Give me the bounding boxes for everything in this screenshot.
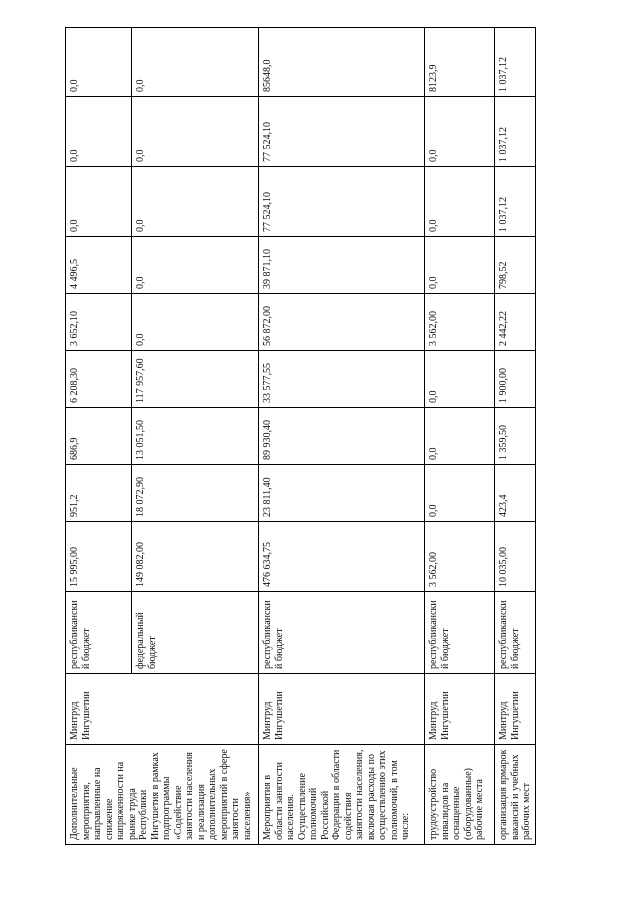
year-value-cell: 0,0 <box>132 28 259 97</box>
year-value-cell: 1 900,00 <box>495 351 536 408</box>
year-value-cell: 1 359,50 <box>495 408 536 465</box>
year-value-cell: 13 051,50 <box>132 408 259 465</box>
total-cell: 15 995,00 <box>66 522 132 592</box>
year-value-cell: 0,0 <box>132 97 259 167</box>
source-cell: республиканский бюджет <box>259 592 425 674</box>
table-row <box>259 28 425 845</box>
year-value-cell: 0,0 <box>425 237 495 294</box>
year-value-cell: 798,52 <box>495 237 536 294</box>
executor-cell: Минтруд Ингушетии <box>66 674 259 745</box>
year-value-cell: 0,0 <box>66 28 132 97</box>
measure-name-cell: Дополнительные мероприятия, направленные на снижение напряженности на рынке труда Республики Ингушетия в рамках подпрограммы «Содействие занятости населения и реализация дополнительных мероприятий в сфере занятости населения» <box>66 745 259 845</box>
year-value-cell: 77 524,10 <box>259 97 425 167</box>
year-value-cell: 18 072,90 <box>132 465 259 522</box>
source-cell: республиканский бюджет <box>425 592 495 674</box>
executor-cell: Минтруд Ингушетии <box>425 674 495 745</box>
table-row <box>495 28 536 845</box>
year-value-cell: 951,2 <box>66 465 132 522</box>
total-cell: 10 035,00 <box>495 522 536 592</box>
year-value-cell: 0,0 <box>66 167 132 237</box>
year-value-cell: 56 872,00 <box>259 294 425 351</box>
table-row <box>425 28 495 845</box>
year-value-cell: 2 442,22 <box>495 294 536 351</box>
executor-cell: Минтруд Ингушетии <box>495 674 536 745</box>
year-value-cell: 1 037,12 <box>495 167 536 237</box>
year-value-cell: 3 652,10 <box>66 294 132 351</box>
measure-name-cell: организация ярмарок вакансий и учебных рабочих мест <box>495 745 536 845</box>
year-value-cell: 0,0 <box>425 167 495 237</box>
year-value-cell: 0,0 <box>425 465 495 522</box>
source-cell: республиканский бюджет <box>66 592 132 674</box>
year-value-cell: 3 562,00 <box>425 294 495 351</box>
total-cell: 476 634,75 <box>259 522 425 592</box>
total-cell: 3 562,00 <box>425 522 495 592</box>
year-value-cell: 39 871,10 <box>259 237 425 294</box>
executor-cell: Минтруд Ингушетии <box>259 674 425 745</box>
year-value-cell: 0,0 <box>132 294 259 351</box>
year-value-cell: 1 037,12 <box>495 28 536 97</box>
total-cell: 149 082,00 <box>132 522 259 592</box>
year-value-cell: 117 957,60 <box>132 351 259 408</box>
year-value-cell: 0,0 <box>66 97 132 167</box>
rotated-table-wrapper <box>65 28 530 845</box>
year-value-cell: 0,0 <box>132 167 259 237</box>
year-value-cell: 4 496,5 <box>66 237 132 294</box>
year-value-cell: 0,0 <box>425 97 495 167</box>
year-value-cell: 0,0 <box>425 408 495 465</box>
year-value-cell: 686,9 <box>66 408 132 465</box>
year-value-cell: 77 524,10 <box>259 167 425 237</box>
year-value-cell: 1 037,12 <box>495 97 536 167</box>
source-cell: республиканский бюджет <box>495 592 536 674</box>
budget-table <box>65 27 536 845</box>
year-value-cell: 0,0 <box>132 237 259 294</box>
year-value-cell: 8123,9 <box>425 28 495 97</box>
year-value-cell: 0,0 <box>425 351 495 408</box>
year-value-cell: 23 811,40 <box>259 465 425 522</box>
year-value-cell: 89 930,40 <box>259 408 425 465</box>
measure-name-cell: трудоустройство инвалидов на оснащенные (оборудованные) рабочие места <box>425 745 495 845</box>
table-row <box>66 28 132 845</box>
year-value-cell: 6 208,30 <box>66 351 132 408</box>
measure-name-cell: Мероприятия в области занятости населения. Осуществление полномочий Российской Федерации в области содействия занятости населения, включая расходы по осуществлению этих полномочий, в том числе: <box>259 745 425 845</box>
source-cell: федеральный бюджет <box>132 592 259 674</box>
year-value-cell: 33 577,55 <box>259 351 425 408</box>
year-value-cell: 423,4 <box>495 465 536 522</box>
year-value-cell: 85648,0 <box>259 28 425 97</box>
